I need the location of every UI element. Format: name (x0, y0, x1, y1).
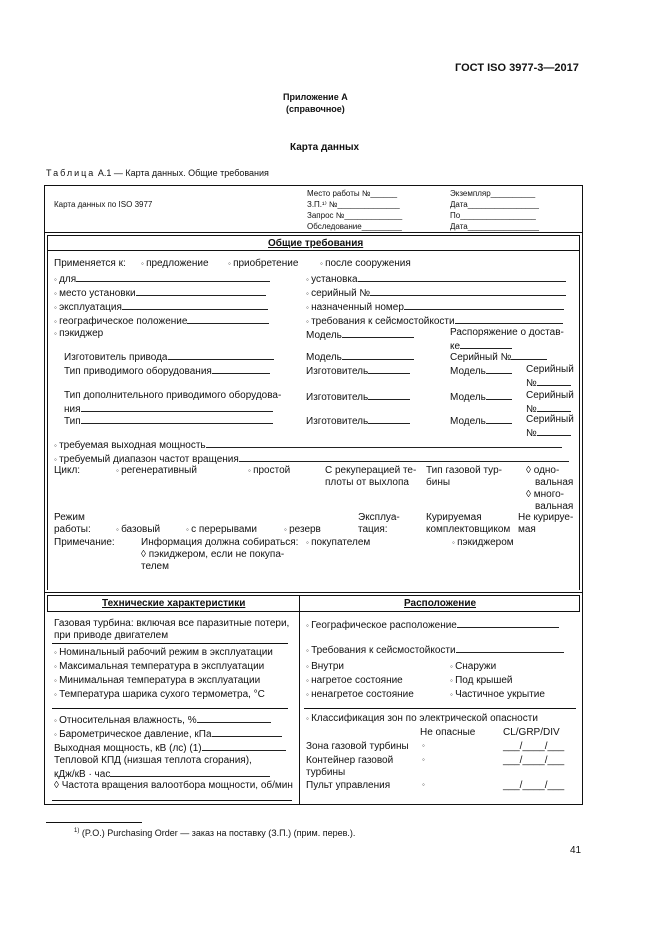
general-heading: Общие требования (268, 238, 364, 249)
card-iso-label: Карта данных по ISO 3977 (54, 200, 153, 209)
control-panel: Пульт управления (306, 780, 391, 791)
table-left-border (44, 185, 45, 805)
mode-interrupted[interactable]: ◦ с перерывами (186, 524, 257, 535)
field-serial-4a: Серийный (526, 390, 574, 401)
extra-equipment-line2[interactable]: ния (64, 402, 273, 415)
field-serial-5a: Серийный (526, 414, 574, 425)
order-info (307, 188, 402, 232)
field-model-4[interactable]: Модель (450, 390, 512, 403)
gas-turbine-line1: Газовая турбина: включая все паразитные потери, (54, 618, 290, 629)
applies-label: Применяется к: (54, 258, 126, 269)
card-title: Карта данных (290, 142, 360, 153)
operation-line2: тация: (358, 524, 388, 535)
zone-gt: Зона газовой турбины (306, 741, 409, 752)
footnote (74, 828, 355, 838)
dry-bulb-temp[interactable]: ◦ Температура шарика сухого термометра, °С (54, 689, 265, 700)
mode-reserve[interactable]: ◦ резерв (284, 524, 321, 535)
table-bottom-border (44, 804, 583, 805)
tech-heading: Технические характеристики (102, 598, 246, 609)
heat-rate-line1: Тепловой КПД (низшая теплота сгорания), (54, 755, 252, 766)
rated-mode[interactable]: ◦ Номинальный рабочий режим в эксплуатации (54, 647, 273, 658)
container-line2: турбины (306, 767, 346, 778)
footnote-text: (P.O.) Purchasing Order — заказ на поставку (З.П.) (прим. перев.). (81, 828, 356, 838)
footnote-mark: 1) (74, 828, 80, 834)
tech-frame-right (579, 595, 580, 612)
field-model-3[interactable]: Модель (450, 364, 512, 377)
field-seismic[interactable]: ◦ требования к сейсмостойкости (306, 314, 563, 327)
cycle-regenerative[interactable]: ◦ регенеративный (116, 465, 197, 476)
cycle-recup-line2: плоты от выхлопа (325, 477, 409, 488)
table-right-border (582, 185, 583, 805)
field-serial[interactable]: ◦ серийный № (306, 286, 566, 299)
operation-line1: Эксплуа- (358, 512, 400, 523)
table-caption (46, 168, 269, 178)
gt-type-line1: Тип газовой тур- (426, 465, 502, 476)
date-field-1[interactable]: Дата________________ (450, 200, 539, 209)
field-serial-3b[interactable]: № (526, 376, 571, 389)
note-text-line2[interactable]: ◊ пэкиджером, если не покупа- (141, 549, 285, 560)
tech-separator-1 (52, 643, 288, 644)
control-cl[interactable]: ___/____/___ (503, 780, 565, 791)
container-line1: Контейнер газовой (306, 755, 394, 766)
loc-heated[interactable]: ◦ нагретое состояние (306, 675, 403, 686)
field-serial-2[interactable]: Серийный № (450, 350, 547, 363)
top-row-divider (44, 232, 583, 233)
by-field[interactable]: По_________________ (450, 211, 536, 220)
zone-gt-check[interactable]: ◦ (422, 741, 425, 750)
field-drive-maker[interactable]: Изготовитель привода (64, 350, 274, 363)
field-speed-range[interactable]: ◦ требуемый диапазон частот вращения (54, 452, 569, 465)
multi-shaft[interactable]: ◊ много- (526, 489, 565, 500)
column-divider (299, 595, 300, 804)
field-serial-4b[interactable]: № (526, 402, 571, 415)
po-field[interactable]: З.П.¹⁾ №______________ (307, 200, 400, 209)
tech-frame-left (47, 595, 48, 612)
delivery-order-line2[interactable]: ке (450, 339, 512, 352)
copy-field[interactable]: Экземпляр__________ (450, 189, 536, 198)
hazard-class[interactable]: ◦ Классификация зон по электрической опасности (306, 713, 538, 724)
loc-inside[interactable]: ◦ Внутри (306, 661, 344, 672)
footnote-rule (46, 822, 142, 823)
gt-type-line2: бины (426, 477, 451, 488)
note-label: Примечание: (54, 537, 115, 548)
note-buyer[interactable]: ◦ покупателем (306, 537, 371, 548)
loc-unheated[interactable]: ◦ ненагретое состояние (306, 689, 414, 700)
general-frame-left (47, 235, 48, 590)
mode-base[interactable]: ◦ базовый (116, 524, 161, 535)
delivery-order-line1: Распоряжение о достав- (450, 327, 564, 338)
mode-label-line2: работы: (54, 524, 91, 535)
copy-info (450, 188, 539, 232)
pto-speed[interactable]: ◊ Частота вращения валоотбора мощности, об/мин (54, 780, 293, 791)
field-operation[interactable]: ◦ эксплуатация (54, 300, 268, 313)
single-shaft[interactable]: ◊ одно- (526, 465, 560, 476)
field-geo-position[interactable]: ◦ географическое положение (54, 314, 269, 327)
control-check[interactable]: ◦ (422, 780, 425, 789)
cycle-simple[interactable]: ◦ простой (248, 465, 291, 476)
note-packager[interactable]: ◦ пэкиджером (452, 537, 514, 548)
tech-separator-2 (52, 708, 288, 709)
table-top-border (44, 185, 583, 186)
loc-roofed[interactable]: ◦ Под крышей (450, 675, 513, 686)
work-place-field[interactable]: Место работы №______ (307, 189, 398, 198)
rel-humidity[interactable]: ◦ Относительная влажность, % (54, 713, 271, 726)
tech-frame-top (47, 595, 580, 596)
field-model[interactable]: Модель (306, 328, 414, 341)
field-for[interactable]: ◦ для (54, 272, 270, 285)
baro-pressure[interactable]: ◦ Барометрическое давление, кПа (54, 727, 282, 740)
loc-outside[interactable]: ◦ Снаружи (450, 661, 497, 672)
field-assigned-number[interactable]: ◦ назначенный номер (306, 300, 564, 313)
max-temp[interactable]: ◦ Максимальная температура в эксплуатации (54, 661, 265, 672)
cl-header: CL/GRP/DIV (503, 727, 560, 738)
note-text-line3: телем (141, 561, 169, 572)
field-model-2[interactable]: Модель (306, 350, 414, 363)
field-serial-3a: Серийный (526, 364, 574, 375)
section-divider (44, 592, 583, 593)
field-install-place[interactable]: ◦ место установки (54, 286, 266, 299)
field-maker[interactable]: Изготовитель (306, 364, 410, 377)
zone-gt-cl[interactable]: ___/____/___ (503, 741, 565, 752)
general-frame-right (579, 235, 580, 590)
doc-code: ГОСТ ISO 3977-3—2017 (455, 62, 579, 74)
location-heading: Расположение (404, 598, 477, 609)
appendix-title: Приложение А (283, 92, 348, 102)
field-serial-5b[interactable]: № (526, 426, 571, 439)
curated-line2: комплектовщиком (426, 524, 511, 535)
not-curated-line2: мая (518, 524, 536, 535)
non-hazard-header: Не опасные (420, 727, 476, 738)
gas-turbine-line2: при приводе двигателем (54, 630, 169, 641)
loc-separator (304, 708, 576, 709)
tech-separator-3 (52, 800, 292, 801)
single-shaft-line2: вальная (535, 477, 574, 488)
request-field[interactable]: Запрос №_____________ (307, 211, 403, 220)
field-required-power[interactable]: ◦ требуемая выходная мощность (54, 438, 562, 451)
field-model-5[interactable]: Модель (450, 414, 512, 427)
output-power[interactable]: Выходная мощность, кВ (лс) (1) (54, 741, 286, 754)
field-type[interactable]: Тип (64, 414, 273, 427)
extra-equipment-line1: Тип дополнительного приводимого оборудова- (64, 390, 282, 401)
heat-rate-line2[interactable]: кДж/кВ · час (54, 767, 270, 780)
mode-label-line1: Режим (54, 512, 85, 523)
field-maker-2[interactable]: Изготовитель (306, 390, 410, 403)
container-cl[interactable]: ___/____/___ (503, 755, 565, 766)
min-temp[interactable]: ◦ Минимальная температура в эксплуатации (54, 675, 261, 686)
geo-location[interactable]: ◦ Географическое расположение (306, 618, 559, 631)
date-field-2[interactable]: Дата________________ (450, 222, 539, 231)
field-installation[interactable]: ◦ установка (306, 272, 566, 285)
cycle-recup-line1: С рекуперацией те- (325, 465, 417, 476)
applies-offer[interactable]: ◦ предложение (141, 258, 209, 269)
general-heading-line (47, 250, 580, 251)
loc-partial[interactable]: ◦ Частичное укрытие (450, 689, 545, 700)
caption-text: А.1 — Карта данных. Общие требования (97, 168, 269, 178)
not-curated-line1[interactable]: Не курируе- (518, 512, 574, 523)
applies-after-build[interactable]: ◦ после сооружения (320, 258, 411, 269)
container-check[interactable]: ◦ (422, 755, 425, 764)
seismic-req[interactable]: ◦ Требования к сейсмостойкости (306, 643, 564, 656)
field-maker-3[interactable]: Изготовитель (306, 414, 410, 427)
tech-heading-line (47, 611, 580, 612)
appendix-subtitle: (справочное) (286, 104, 345, 114)
page-number: 41 (570, 845, 582, 856)
multi-shaft-line2: вальная (535, 501, 574, 512)
cycle-label: Цикл: (54, 465, 81, 476)
note-text-line1: Информация должна собираться: (141, 537, 299, 548)
survey-field[interactable]: Обследование_________ (307, 222, 402, 231)
caption-label: Таблица (46, 168, 96, 178)
field-packager[interactable]: ◦ пэкиджер (54, 328, 104, 339)
general-frame-top (47, 235, 580, 236)
applies-purchase[interactable]: ◦ приобретение (228, 258, 299, 269)
field-driven-equipment[interactable]: Тип приводимого оборудования (64, 364, 270, 377)
curated-line1[interactable]: Курируемая (426, 512, 482, 523)
